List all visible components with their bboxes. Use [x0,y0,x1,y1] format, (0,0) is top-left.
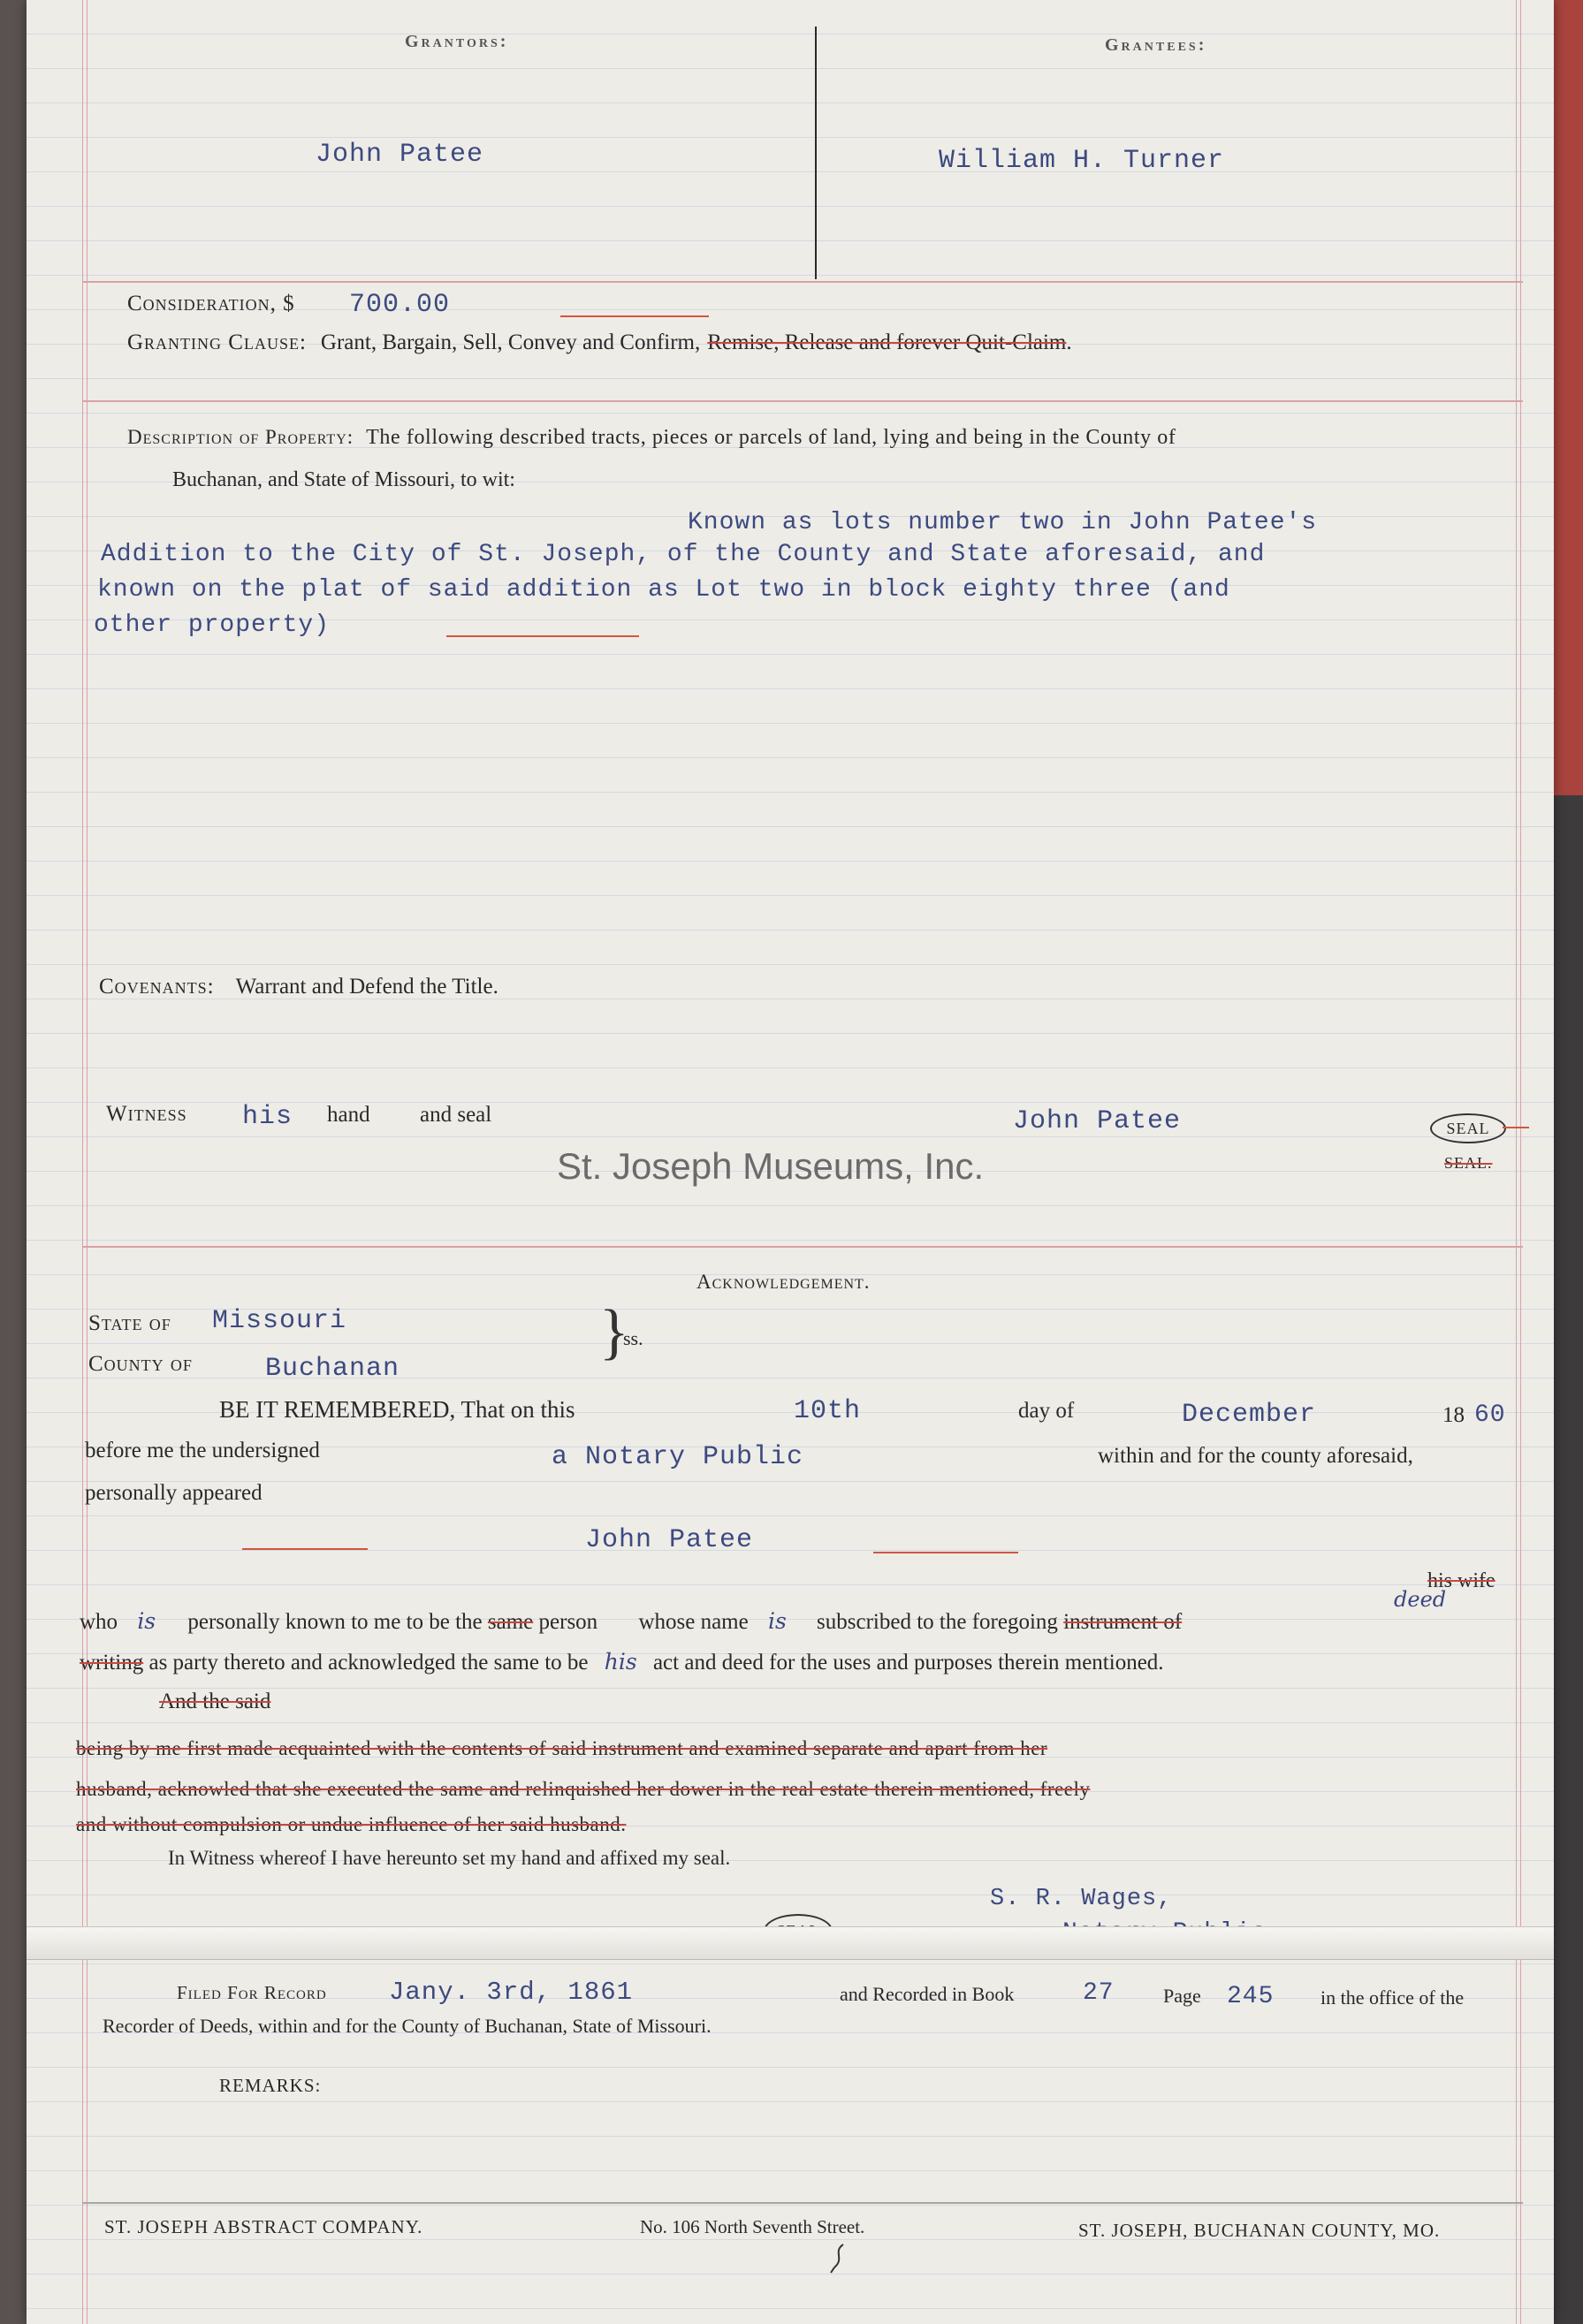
granting-clause-struck: Remise, Release and forever Quit-Claim [707,330,1067,354]
granting-clause [127,330,1072,355]
and-the-said-struck: And the said [159,1690,271,1713]
header-rule [82,281,1523,283]
granting-clause-end: . [1066,330,1072,354]
description-typed-1: Known as lots number two in John Patee's [688,509,1318,536]
witness-pronoun: his [242,1102,293,1132]
filed-date: Jany. 3rd, 1861 [389,1978,634,2007]
as-party-text: as party [148,1651,218,1675]
his-wife-struck: his wife [1427,1569,1495,1592]
right-margin-line-2 [1520,0,1521,2324]
covenants-line [99,975,498,999]
grantors-label: Grantors: [405,32,509,51]
covenants-text: Warrant and Defend the Title. [235,975,498,999]
description-typed-2: Addition to the City of St. Joseph, of the County and State aforesaid, and [101,541,1266,568]
within-text: within and for the county aforesaid, [1098,1444,1413,1468]
person-text: person [538,1610,598,1634]
granting-clause-text: Grant, Bargain, Sell, Convey and Confirm, [320,330,701,354]
description-typed-4: other property) [94,611,331,639]
footer-city: ST. JOSEPH, BUCHANAN COUNTY, MO. [1078,2220,1441,2241]
wife-clause-1: being by me first made acquainted with the contents of said instrument and examined separate and apart from her [76,1737,1048,1759]
known-text: personally known to me to be the [187,1610,483,1634]
instrument-struck: instrument of [1063,1610,1183,1634]
county-value: Buchanan [265,1354,400,1384]
consideration-label: Consideration, $ [127,292,295,315]
filed-label: Filed For Record [177,1982,327,2003]
witness-seal-1: SEAL [1430,1113,1506,1143]
granting-rule [82,400,1523,402]
description-underline [446,635,639,637]
book-number: 27 [1083,1979,1115,2007]
footer-company: ST. JOSEPH ABSTRACT COMPANY. [104,2216,423,2237]
in-witness-text: In Witness whereof I have hereunto set my hand and affixed my seal. [168,1847,731,1869]
footer-address: No. 106 North Seventh Street. [640,2216,865,2237]
state-label: State of [88,1311,171,1335]
office-text: in the office of the [1320,1986,1465,2009]
paper-fold-band [27,1926,1554,1960]
grantees-label: Grantees: [1105,35,1207,55]
appeared-underline-left [242,1548,368,1550]
ss-label: ss. [623,1327,643,1349]
left-margin-line [82,0,83,2324]
description-label: Description of Property: [127,426,354,448]
acknowledgement-title: Acknowledgement. [696,1271,871,1293]
writing-struck: writing [80,1651,144,1675]
description-typed-3: known on the plat of said addition as Lot two in block eighty three (and [97,576,1230,604]
granting-clause-label: Granting Clause: [127,330,307,354]
year-prefix: 18 [1442,1403,1465,1427]
thereto-text: thereto and acknowledged the same to be [224,1651,589,1675]
wife-clause-3: and without compulsion or undue influence of her said husband. [76,1813,627,1835]
page-number: 245 [1227,1983,1275,2010]
grantee-name: William H. Turner [939,146,1225,176]
ack-officer: a Notary Public [552,1442,804,1472]
witness-label: Witness [106,1102,187,1126]
who-line [80,1608,1182,1635]
appeared-underline-right [873,1552,1018,1553]
witness-signer: John Patee [1013,1106,1182,1136]
description-printed-1: The following described tracts, pieces or parcels of land, lying and being in the County of [366,426,1176,449]
county-label: County of [88,1352,193,1376]
right-margin-line [1516,0,1517,2324]
deed-handwritten: deed [1394,1587,1447,1612]
wife-clause-2: husband, acknowled that she executed the same and relinquished her dower in the real estate therein mentioned, freely [76,1778,1091,1800]
is-handwritten-1: is [137,1608,156,1634]
ss-brace: } [599,1298,629,1366]
witness-and-seal: and seal [420,1103,492,1127]
same-struck: same [487,1610,534,1634]
act-deed-text: act and deed for the uses and purposes therein mentioned. [652,1651,1164,1675]
witness-hand: hand [327,1103,370,1127]
grantor-name: John Patee [316,140,484,170]
ack-day: 10th [794,1396,862,1426]
left-margin-line-2 [87,0,88,2324]
covenants-label: Covenants: [99,975,215,999]
remembered-text: BE IT REMEMBERED, That on this [219,1396,575,1423]
is-handwritten-2: is [767,1608,787,1634]
notary-name: S. R. Wages, [990,1886,1173,1912]
his-handwritten: his [604,1649,637,1675]
consideration-underline [560,315,709,317]
witness-seal-2: SEAL. [1444,1154,1493,1172]
state-value: Missouri [212,1306,347,1336]
seal-tick [1503,1127,1529,1128]
day-of-text: day of [1018,1399,1075,1423]
ack-month: December [1182,1400,1317,1430]
year-suffix: 60 [1474,1401,1506,1429]
pencil-mark-icon [826,2241,852,2276]
deed-document [27,0,1554,2324]
recorder-line: Recorder of Deeds, within and for the County of Buchanan, State of Missouri. [103,2015,712,2037]
appeared-name: John Patee [585,1525,754,1555]
before-me-text: before me the undersigned [85,1439,320,1462]
subscribed-text: subscribed to the foregoing [817,1610,1058,1634]
description-printed-2: Buchanan, and State of Missouri, to wit: [172,468,515,491]
description-line1 [127,426,1176,450]
personally-text: personally appeared [85,1481,263,1505]
consideration-amount: 700.00 [349,290,451,320]
writing-line [80,1649,1164,1675]
acknowledgement-rule [82,1246,1523,1248]
page-label: Page [1163,1985,1201,2007]
footer-rule [82,2202,1523,2204]
remarks-label: REMARKS: [219,2075,322,2096]
who-text: who [80,1610,118,1634]
header-divider [815,27,817,279]
whose-name-text: whose name [638,1610,749,1634]
watermark-text: St. Joseph Museums, Inc. [557,1145,985,1187]
recorded-in-book-text: and Recorded in Book [840,1983,1015,2005]
